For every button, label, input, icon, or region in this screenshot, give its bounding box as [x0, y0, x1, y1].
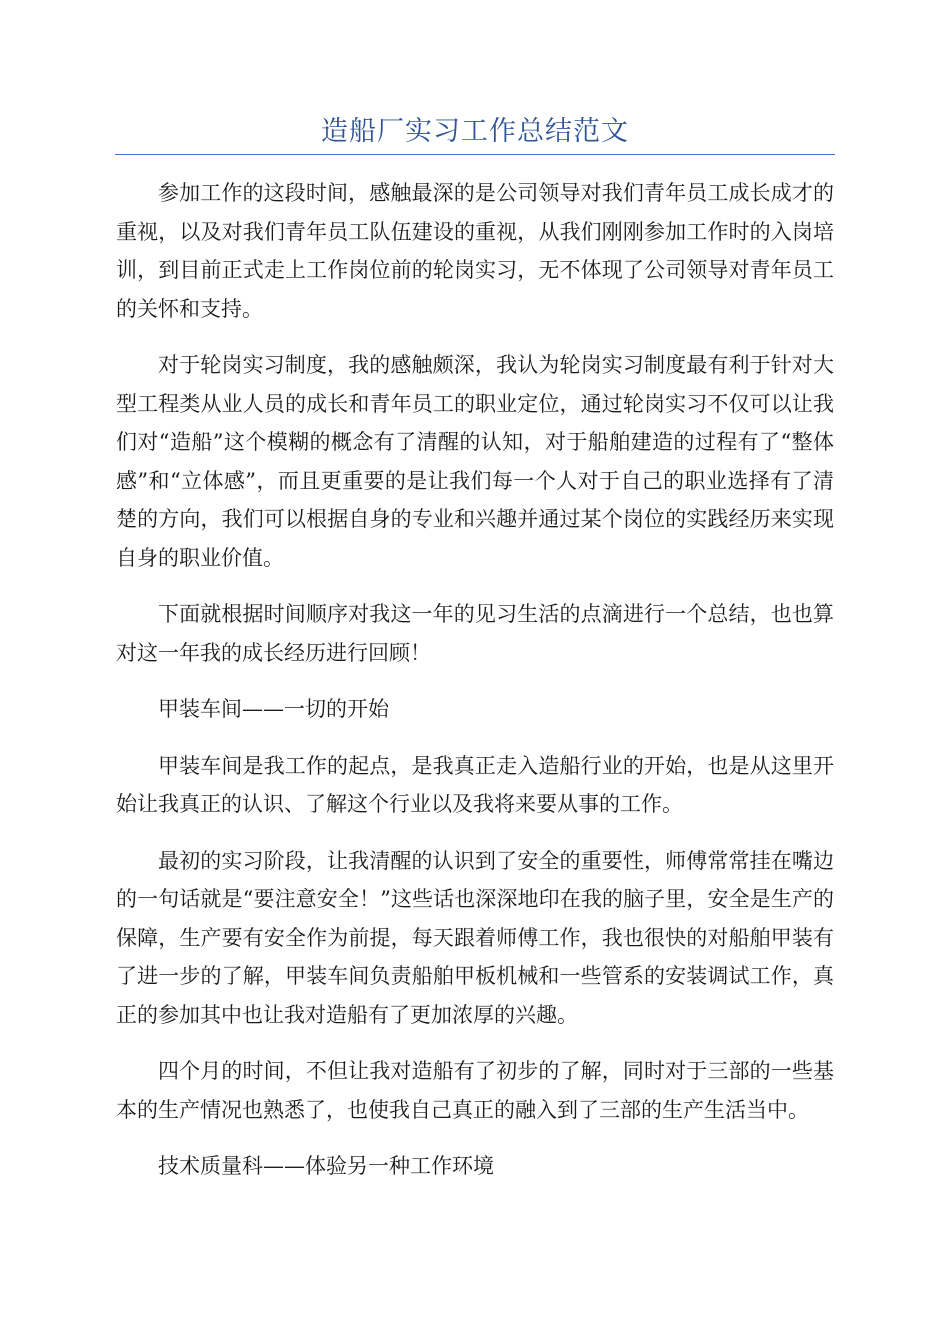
paragraph-four-months: 四个月的时间，不但让我对造船有了初步的了解，同时对于三部的一些基本的生产情况也熟悉了，也使我自己真正的融入到了三部的生产生活当中。	[116, 1059, 834, 1122]
paragraph-rotation-internship: 对于轮岗实习制度，我的感触颇深，我认为轮岗实习制度最有利于针对大型工程类从业人员的成长和青年员工的职业定位，通过轮岗实习不仅可以让我们对“造船”这个模糊的概念有了清醒的认知，对于船舶建造的过程有了“整体感”和“立体感”，而且更重要的是让我们每一个人对于自己的职业选择有了清楚的方向，我们可以根据自身的专业和兴趣并通过某个岗位的实践经历来实现自身的职业价值。	[116, 353, 834, 570]
section-heading-deck-workshop: 甲装车间——一切的开始	[158, 697, 389, 721]
section-heading-quality-dept: 技术质量科——体验另一种工作环境	[158, 1154, 494, 1178]
document-title: 造船厂实习工作总结范文	[321, 116, 629, 147]
paragraph-intro: 参加工作的这段时间，感触最深的是公司领导对我们青年员工成长成才的重视，以及对我们青年员工队伍建设的重视，从我们刚刚参加工作时的入岗培训，到目前正式走上工作岗位前的轮岗实习，无不体现了公司领导对青年员工的关怀和支持。	[116, 181, 834, 321]
paragraph-review-intro: 下面就根据时间顺序对我这一年的见习生活的点滴进行一个总结，也也算对这一年我的成长经历进行回顾！	[116, 602, 834, 665]
document-body	[116, 174, 834, 1204]
title-underline	[115, 154, 835, 155]
paragraph-deck-workshop-start: 甲装车间是我工作的起点，是我真正走入造船行业的开始，也是从这里开始让我真正的认识、了解这个行业以及我将来要从事的工作。	[116, 753, 834, 816]
paragraph-safety: 最初的实习阶段，让我清醒的认识到了安全的重要性，师傅常常挂在嘴边的一句话就是“要注意安全！”这些话也深深地印在我的脑子里，安全是生产的保障，生产要有安全作为前提，每天跟着师傅工作，我也很快的对船舶甲装有了进一步的了解，甲装车间负责船舶甲板机械和一些管系的安装调试工作，真正的参加其中也让我对造船有了更加浓厚的兴趣。	[116, 848, 834, 1027]
